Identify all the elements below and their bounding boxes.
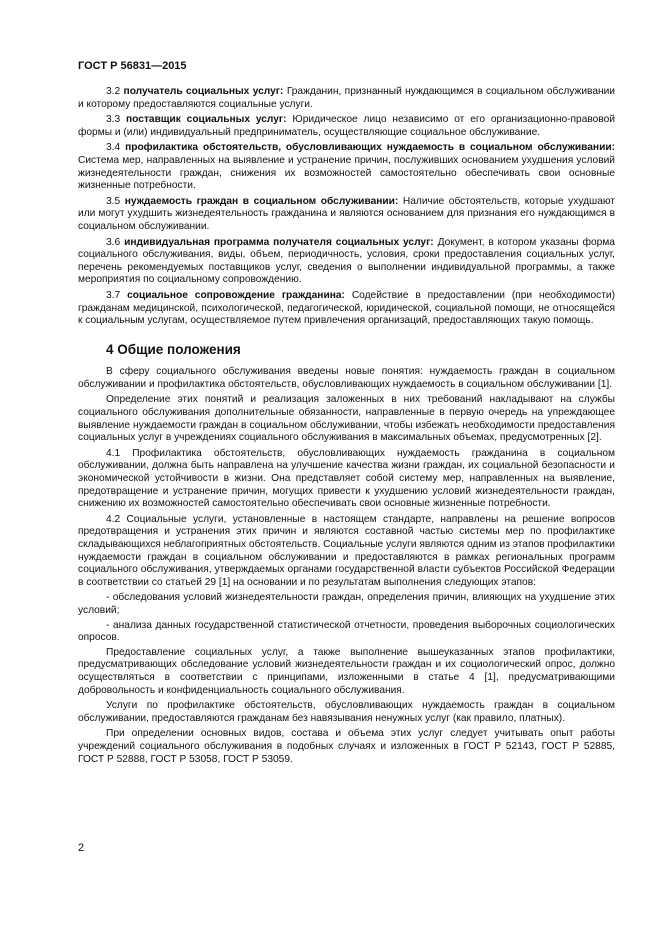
paragraph: 4.1 Профилактика обстоятельств, обусловливающих нуждаемость гражданина в социальном обслуживании, должна быть направлена на улучшение качества жизни граждан, их социальной безопасности и экономической устойчивости в жизни. Она представляет собой систему мер, направленных на выявление, предотвращение и устранение причин, могущих привести к ухудшению условий жизнедеятельности граждан, снижению их возможностей самостоятельно обеспечивать свои основные жизненные потребности. [78,447,615,510]
paragraph: Предоставление социальных услуг, а также выполнение вышеуказанных этапов профилактики, предусматривающих обследование условий жизнедеятельности граждан и их социологический опрос, должно осуществляться в соответствии с принципами, изложенными в статье 4 [1], предусматривающими добровольность и конфиденциальность социального обслуживания. [78,646,615,696]
definitions-list [78,86,615,328]
paragraph: 4.2 Социальные услуги, установленные в настоящем стандарте, направлены на решение вопросов предотвращения и устранения этих причин и являются составной частью системы мер по профилактике складывающихся неблагоприятных обстоятельств. Социальные услуги являются одним из этапов профилактики нуждаемости граждан в социальном обслуживании и предоставляются в рамках региональных программ социального обслуживания, утверждаемых органами государственной власти субъектов Российской Федерации в соответствии со статьей 29 [1] на основании и по результатам выполнения следующих этапов: [78,513,615,588]
definition-term: индивидуальная программа получателя социальных услуг: [124,236,434,248]
paragraph: Услуги по профилактике обстоятельств, обусловливающих нуждаемость граждан в социальном обслуживании, предоставляются гражданам без навязывания ненужных услуг (как правило, платных). [78,700,615,724]
definition-3-2 [78,86,615,111]
list-item: - обследования условий жизнедеятельности граждан, определения причин, влияющих на ухудшение этих условий; [78,592,615,616]
definition-text: Система мер, направленных на выявление и устранение причин, послуживших основанием ухудшения условий жизнедеятельности граждан, снижения их возможностей самостоятельно обеспечивать свои основные жизненные потребности. [78,154,615,192]
definition-text: Гражданин, признанный нуждающимся в социальном обслуживании и которому предоставляются социальные услуги. [78,86,615,110]
paragraph: В сферу социального обслуживания введены новые понятия: нуждаемость граждан в социальном обслуживании и профилактика обстоятельств, обусловливающих нуждаемость в социальном обслуживании [1]. [78,366,615,390]
definition-number: 3.5 [106,195,121,207]
definition-number: 3.7 [106,289,121,301]
definition-3-4 [78,142,615,192]
definition-term: нуждаемость граждан в социальном обслуживании: [124,195,399,207]
definition-3-7 [78,290,615,328]
page-number: 2 [78,842,85,854]
page-content [78,86,615,769]
definition-3-6 [78,237,615,287]
definition-text: Юридическое лицо независимо от его организационно-правовой формы и (или) индивидуальный предприниматель, осуществляющие социальное обслуживание. [78,114,615,138]
definition-text: Документ, в котором указаны форма социального обслуживания, виды, объем, периодичность, условия, сроки предоставления социальных услуг, перечень рекомендуемых поставщиков услуг, сведения о выполнении индивидуальной программы, а также мероприятия по социальному сопровождению. [78,236,615,286]
definition-number: 3.2 [106,86,121,97]
definition-number: 3.4 [106,142,121,154]
definition-3-5 [78,196,615,234]
definition-term: поставщик социальных услуг: [126,114,287,126]
list-item: - анализа данных государственной статистической отчетности, проведения выборочных социологических опросов. [78,619,615,644]
definition-term: профилактика обстоятельств, обусловливающих нуждаемость в социальном обслуживании: [125,142,615,154]
definition-text: Содействие в предоставлении (при необходимости) гражданам медицинской, психологической, педагогической, юридической, социальной помощи, не относящейся к социальным услугам, осуществляемое путем привлечения организаций, предоставляющих такую помощь. [78,289,615,327]
paragraph: При определении основных видов, состава и объема этих услуг следует учитывать опыт работы учреждений социального обслуживания в подобных случаях и изложенных в ГОСТ Р 52143, ГОСТ Р 52885, ГОСТ Р 52888, ГОСТ Р 53058, ГОСТ Р 53059. [78,728,615,765]
definition-term: получатель социальных услуг: [123,86,284,97]
definition-3-3 [78,114,615,139]
definition-number: 3.3 [106,114,121,126]
section-title: 4 Общие положения [106,341,241,357]
paragraph: Определение этих понятий и реализация заложенных в них требований накладывают на службы социального обслуживания дополнительные обязанности, направленные в первую очередь на упреждающее выявление нуждаемости граждан в социальном обслуживании, чтобы избежать необходимости предоставления социальных услуг в учреждениях социального обслуживания в максимальных объемах, предусмотренных [2]. [78,394,615,444]
document-header: ГОСТ Р 56831—2015 [78,60,187,72]
definition-term: социальное сопровождение гражданина: [127,289,345,301]
definition-number: 3.6 [106,236,121,248]
definition-text: Наличие обстоятельств, которые ухудшают или могут ухудшить жизнедеятельность гражданина и являются основанием для признания его нуждающимся в социальном обслуживании. [78,195,615,232]
